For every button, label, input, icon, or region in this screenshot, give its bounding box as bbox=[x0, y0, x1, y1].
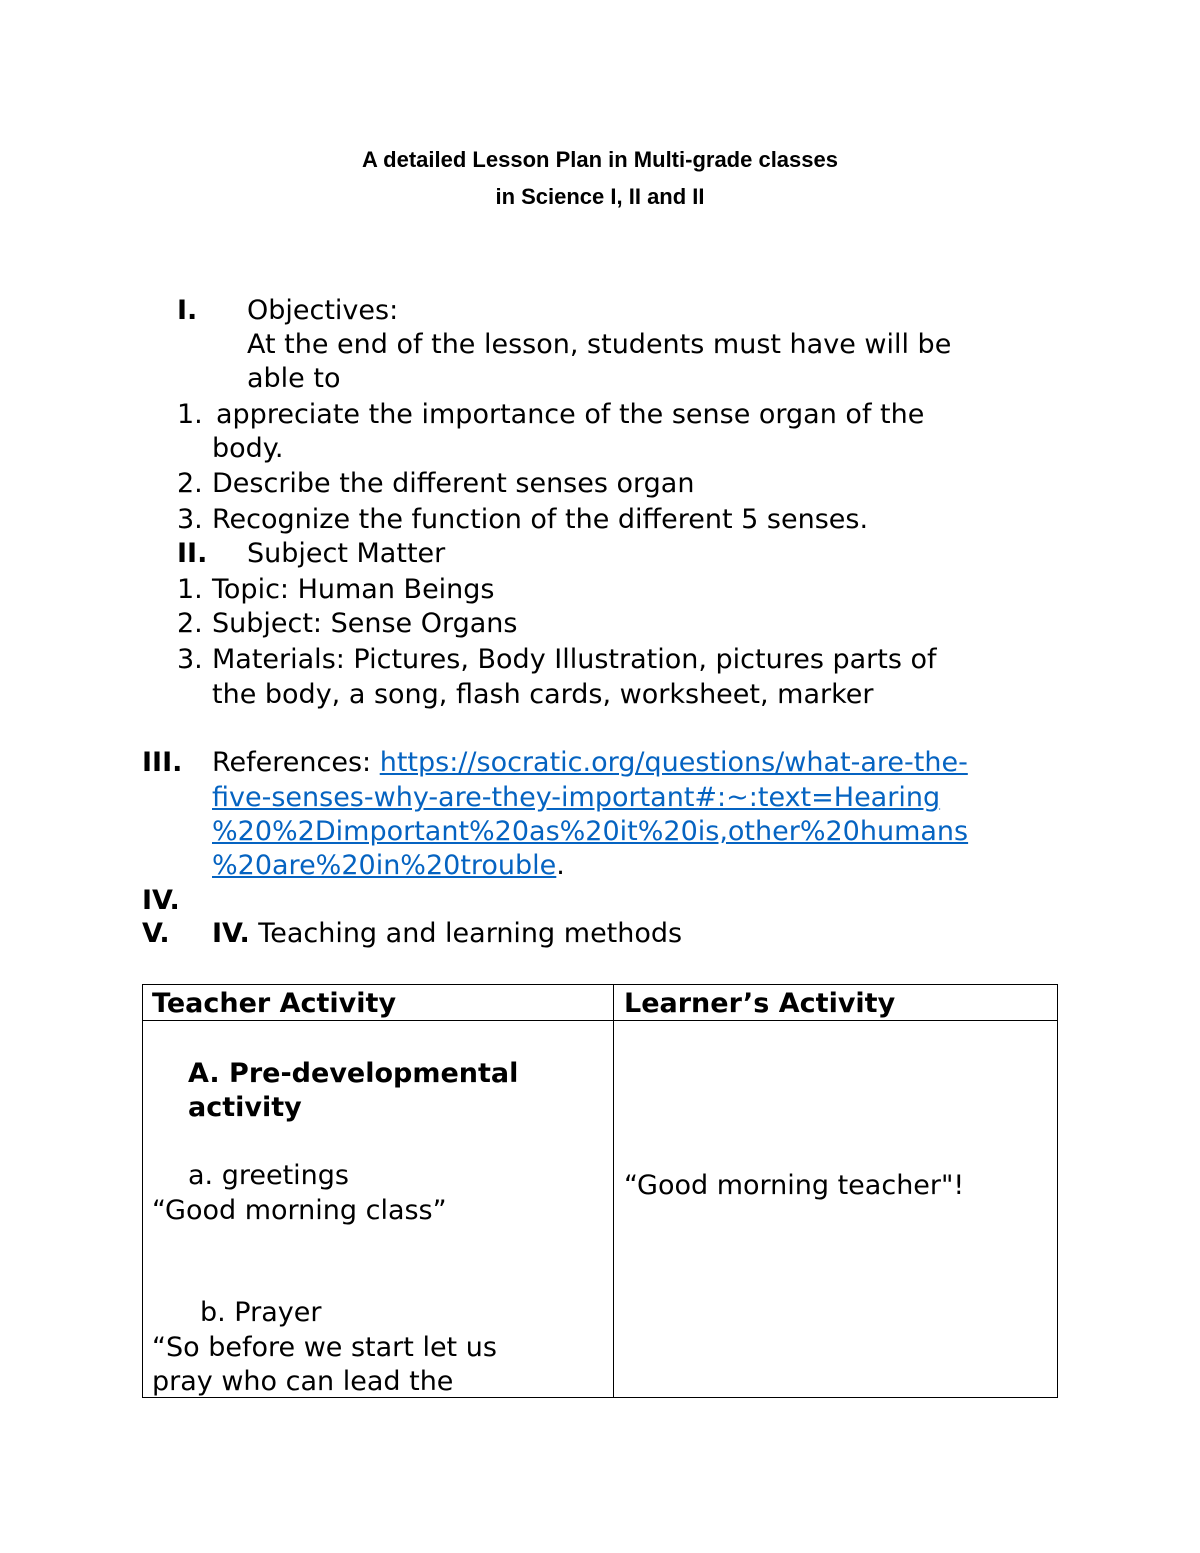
subject-item-1-number: 1. bbox=[177, 574, 203, 605]
references-link-part1[interactable]: https://socratic.org/questions/what-are-the- bbox=[379, 747, 968, 778]
objective-1-line2: body. bbox=[212, 433, 284, 464]
teacher-prayer-line2: pray who can lead the bbox=[152, 1366, 454, 1397]
section-v-inner-numeral: IV. bbox=[212, 918, 250, 949]
section-v-heading-line bbox=[212, 917, 682, 951]
subject-item-2-text: Subject: Sense Organs bbox=[212, 608, 518, 639]
objective-2-number: 2. bbox=[177, 468, 203, 499]
references-numeral: III. bbox=[142, 747, 183, 778]
objectives-intro-line1: At the end of the lesson, students must have will be bbox=[247, 329, 952, 360]
teacher-section-line2: activity bbox=[188, 1092, 302, 1123]
teacher-greetings-label: a. greetings bbox=[188, 1160, 349, 1191]
objectives-intro-line2: able to bbox=[247, 363, 341, 394]
objective-1-number: 1. bbox=[177, 399, 203, 430]
subject-item-3-line1: Materials: Pictures, Body Illustration, pictures parts of bbox=[212, 644, 937, 675]
teacher-section-line1: A. Pre-developmental bbox=[188, 1058, 519, 1089]
table-header-learner: Learner’s Activity bbox=[624, 988, 896, 1019]
references-link-part2[interactable]: five-senses-why-are-they-important#:~:text=Hearing bbox=[212, 782, 941, 813]
objectives-heading: Objectives: bbox=[247, 295, 399, 326]
document-title-line1: A detailed Lesson Plan in Multi-grade classes bbox=[362, 147, 838, 172]
objective-3-number: 3. bbox=[177, 504, 203, 535]
subject-item-3-number: 3. bbox=[177, 644, 203, 675]
document-title-line2: in Science I, II and II bbox=[495, 184, 705, 209]
section-v-heading: Teaching and learning methods bbox=[249, 918, 683, 949]
teacher-prayer-line1: “So before we start let us bbox=[152, 1332, 497, 1363]
subject-item-1-text: Topic: Human Beings bbox=[212, 574, 495, 605]
section-iv-numeral: IV. bbox=[142, 885, 180, 916]
subject-item-3-line2: the body, a song, flash cards, worksheet, marker bbox=[212, 679, 874, 710]
references-trailing-period: . bbox=[556, 850, 565, 881]
section-v-numeral: V. bbox=[142, 918, 170, 949]
subject-matter-numeral: II. bbox=[177, 538, 208, 569]
references-link-part3[interactable]: %20%2Dimportant%20as%20it%20is,other%20humans bbox=[212, 816, 969, 847]
objective-2-text: Describe the different senses organ bbox=[212, 468, 695, 499]
references-line4 bbox=[212, 849, 565, 883]
table-header-teacher: Teacher Activity bbox=[152, 988, 397, 1019]
teacher-greetings-text: “Good morning class” bbox=[152, 1195, 447, 1226]
objectives-numeral: I. bbox=[177, 295, 198, 326]
references-line1 bbox=[212, 746, 968, 780]
subject-item-2-number: 2. bbox=[177, 608, 203, 639]
subject-matter-heading: Subject Matter bbox=[247, 538, 446, 569]
references-link-part4[interactable]: %20are%20in%20trouble bbox=[212, 850, 557, 881]
table-column-divider bbox=[613, 984, 614, 1398]
teacher-prayer-label: b. Prayer bbox=[200, 1297, 322, 1328]
references-label: References: bbox=[212, 747, 380, 778]
objective-1-line1: appreciate the importance of the sense organ of the bbox=[216, 399, 925, 430]
learner-greeting-reply: “Good morning teacher"! bbox=[624, 1170, 965, 1201]
objective-3-text: Recognize the function of the different 5 senses. bbox=[212, 504, 869, 535]
